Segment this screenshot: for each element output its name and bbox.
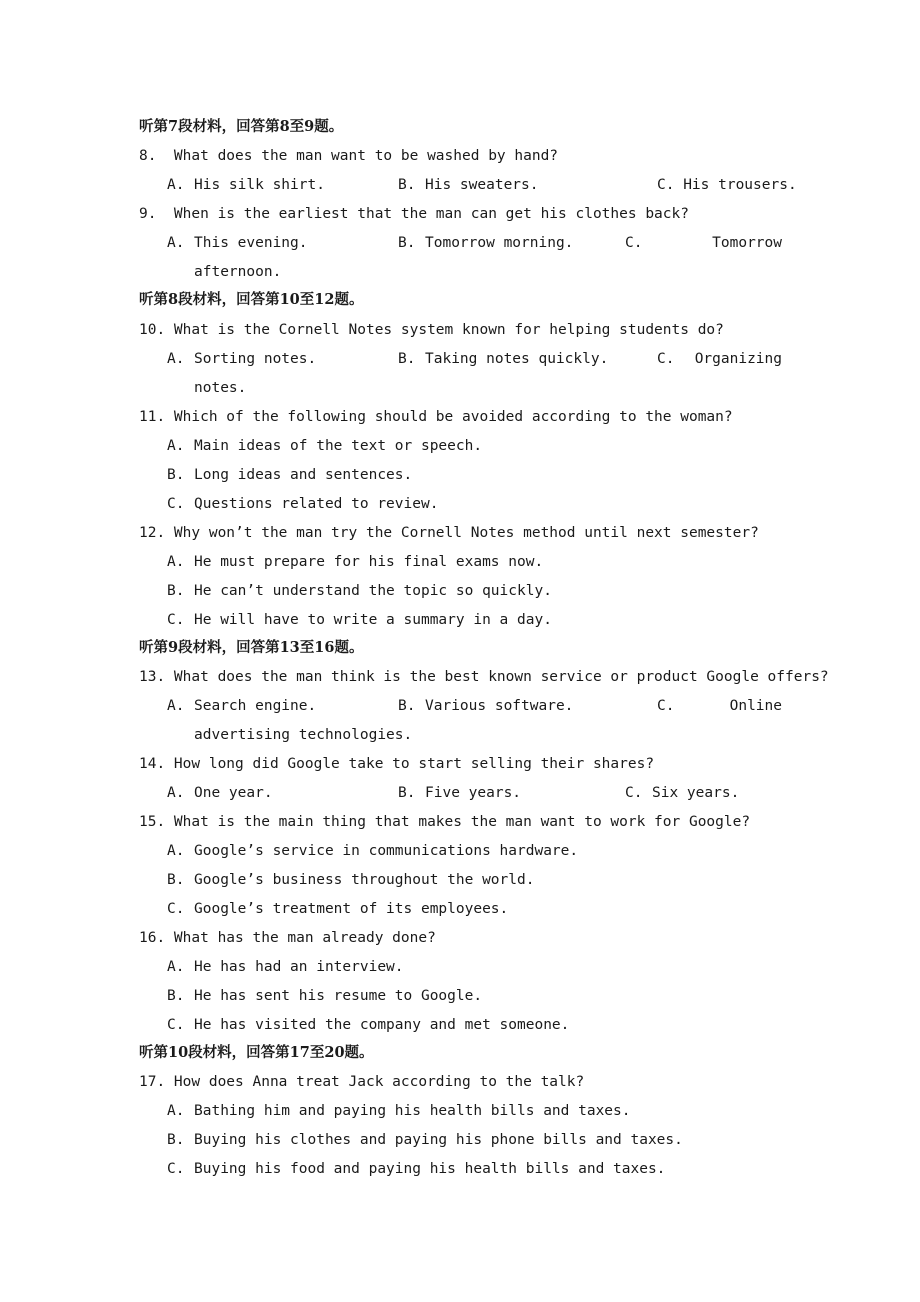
option-a: [167, 957, 404, 977]
option-text: Google’s treatment of its employees.: [194, 901, 509, 917]
section-heading: 听第7段材料，回答第8至9题。: [139, 118, 344, 135]
option-label: B.: [167, 988, 185, 1004]
option-b: [167, 465, 412, 485]
option-b: [167, 581, 552, 601]
option-label: C.: [625, 785, 643, 801]
option-text: His trousers.: [683, 177, 797, 193]
option-label: C.: [167, 1161, 185, 1177]
option-label: A.: [167, 235, 185, 251]
option-c: [167, 1015, 569, 1035]
option-text: He must prepare for his final exams now.: [194, 554, 544, 570]
option-text: Bathing him and paying his health bills and taxes.: [194, 1103, 631, 1119]
option-c: [167, 1159, 665, 1179]
option-a: [167, 233, 308, 253]
option-row: [167, 783, 782, 803]
option-row: [167, 696, 782, 716]
option-label: B.: [398, 785, 416, 801]
option-c-label: C.: [657, 698, 675, 714]
option-label: C.: [167, 1017, 185, 1033]
option-label: A.: [167, 959, 185, 975]
question-stem: 9. When is the earliest that the man can get his clothes back?: [139, 206, 689, 222]
option-text: One year.: [194, 785, 273, 801]
option-row: [167, 233, 782, 253]
option-a: [167, 1101, 631, 1121]
option-text: His silk shirt.: [194, 177, 325, 193]
option-b: [167, 870, 534, 890]
option-text: Various software.: [425, 698, 574, 714]
option-c: [657, 175, 797, 195]
section-heading: 听第10段材料，回答第17至20题。: [139, 1044, 374, 1061]
option-label: C.: [167, 901, 185, 917]
option-label: B.: [167, 1132, 185, 1148]
option-label: B.: [398, 698, 416, 714]
option-continuation: advertising technologies.: [194, 727, 413, 743]
option-label: A.: [167, 177, 185, 193]
section-heading: 听第8段材料，回答第10至12题。: [139, 291, 364, 308]
option-text: Long ideas and sentences.: [194, 467, 413, 483]
question-stem: 17. How does Anna treat Jack according to the talk?: [139, 1074, 585, 1090]
option-label: A.: [167, 698, 185, 714]
option-label: C.: [167, 496, 185, 512]
option-c: [167, 899, 508, 919]
option-c-label: C.: [657, 351, 675, 367]
question-stem: 12. Why won’t the man try the Cornell Notes method until next semester?: [139, 525, 759, 541]
option-text: Taking notes quickly.: [425, 351, 609, 367]
question-stem: 16. What has the man already done?: [139, 930, 436, 946]
option-c-label: C.: [625, 235, 643, 251]
question-stem: 8. What does the man want to be washed by hand?: [139, 148, 559, 164]
option-text: Six years.: [652, 785, 740, 801]
option-a: [167, 436, 482, 456]
option-b: [167, 1130, 683, 1150]
option-text: He has visited the company and met someone.: [194, 1017, 570, 1033]
option-b: [167, 986, 482, 1006]
question-stem: 14. How long did Google take to start selling their shares?: [139, 756, 655, 772]
option-text: Google’s service in communications hardware.: [194, 843, 579, 859]
section-heading: 听第9段材料，回答第13至16题。: [139, 639, 364, 656]
option-continuation: afternoon.: [194, 264, 282, 280]
option-text: Five years.: [425, 785, 522, 801]
option-a: [167, 783, 273, 803]
question-stem: 15. What is the main thing that makes the man want to work for Google?: [139, 814, 751, 830]
option-label: A.: [167, 554, 185, 570]
option-b: [398, 696, 573, 716]
option-label: A.: [167, 351, 185, 367]
option-text: Buying his food and paying his health bills and taxes.: [194, 1161, 666, 1177]
option-c-text: Tomorrow: [712, 235, 782, 251]
option-text: Main ideas of the text or speech.: [194, 438, 483, 454]
option-label: A.: [167, 438, 185, 454]
option-b: [398, 175, 539, 195]
option-c-text: Online: [729, 698, 782, 714]
option-text: He has sent his resume to Google.: [194, 988, 483, 1004]
option-b: [398, 233, 573, 253]
option-text: He will have to write a summary in a day.: [194, 612, 552, 628]
option-text: Questions related to review.: [194, 496, 439, 512]
option-row: [167, 175, 797, 195]
option-a: [167, 696, 316, 716]
option-label: C.: [167, 612, 185, 628]
option-a: [167, 552, 543, 572]
option-text: This evening.: [194, 235, 308, 251]
option-text: Search engine.: [194, 698, 317, 714]
option-text: He has had an interview.: [194, 959, 404, 975]
option-label: B.: [398, 351, 416, 367]
option-label: B.: [167, 872, 185, 888]
question-stem: 10. What is the Cornell Notes system known for helping students do?: [139, 322, 724, 338]
option-label: B.: [398, 177, 416, 193]
option-label: A.: [167, 1103, 185, 1119]
option-c: [625, 783, 739, 803]
option-c-text: Organizing: [694, 351, 782, 367]
question-stem: 13. What does the man think is the best known service or product Google offers?: [139, 669, 829, 685]
option-label: A.: [167, 785, 185, 801]
question-stem: 11. Which of the following should be avoided according to the woman?: [139, 409, 733, 425]
option-a: [167, 175, 325, 195]
option-b: [398, 349, 608, 369]
option-text: His sweaters.: [425, 177, 539, 193]
option-label: B.: [167, 583, 185, 599]
option-text: He can’t understand the topic so quickly.: [194, 583, 552, 599]
option-label: B.: [398, 235, 416, 251]
option-label: C.: [657, 177, 675, 193]
option-row: [167, 349, 782, 369]
option-b: [398, 783, 521, 803]
option-c: [167, 610, 552, 630]
option-text: Sorting notes.: [194, 351, 317, 367]
option-text: Tomorrow morning.: [425, 235, 574, 251]
option-c: [167, 494, 438, 514]
option-text: Buying his clothes and paying his phone bills and taxes.: [194, 1132, 683, 1148]
option-label: A.: [167, 843, 185, 859]
option-a: [167, 841, 578, 861]
option-text: Google’s business throughout the world.: [194, 872, 535, 888]
option-label: B.: [167, 467, 185, 483]
option-continuation: notes.: [194, 380, 247, 396]
option-a: [167, 349, 316, 369]
